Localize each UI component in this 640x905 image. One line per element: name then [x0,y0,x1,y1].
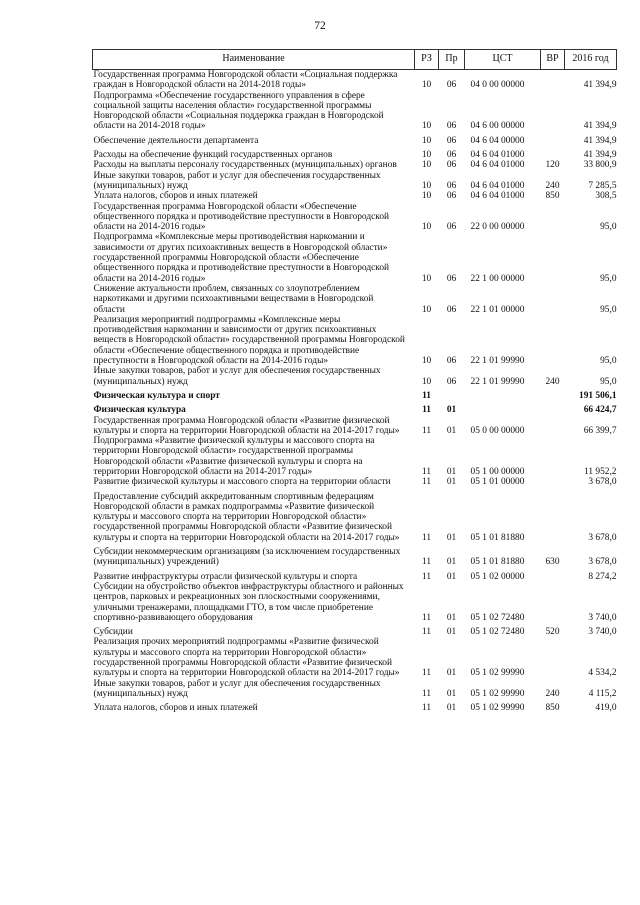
row-cst: 05 1 02 99990 [470,703,525,714]
table-row [93,637,617,678]
row-cst: 22 1 01 99990 [470,376,525,387]
row-name: Уплата налогов, сборов и иных платежей [93,703,258,714]
row-amount: 41 394,9 [583,150,617,161]
row-rz: 11 [421,703,432,714]
row-name: Реализация мероприятий подпрограммы «Комплексные меры противодействия наркомании и зависимости от других психоактивных веществ в Новгородской области» государственной программы Новгородской области «Обеспечение общественного порядка и противодействие преступности в Новгородской области на 2014-2016 годы» [93,314,405,367]
row-name: Подпрограмма «Комплексные меры противодействия наркомании и зависимости от других психоактивных веществ в Новгородской области» государственной программы Новгородской области «Обеспечение общественного порядка и противодействие преступности в Новгородской области на 2014-2016 годы» [93,232,390,284]
row-rz: 11 [421,612,432,623]
row-name: Физическая культура [93,405,186,416]
row-name: Расходы на обеспечение функций государственных органов [93,150,333,161]
table-row [93,623,617,637]
row-amount: 419,0 [595,703,617,714]
row-pr: 06 [446,121,457,132]
row-name: Развитие физической культуры и массового спорта на территории области [93,477,391,488]
row-vr [541,416,565,437]
row-amount: 3 678,0 [588,532,617,543]
row-cst: 22 1 00 00000 [470,273,525,284]
table-row [93,401,617,415]
row-rz: 11 [422,390,431,401]
row-amount: 3 678,0 [588,557,617,568]
row-cst: 05 1 02 99990 [470,668,525,679]
row-amount: 41 394,9 [583,135,617,146]
row-pr: 06 [446,150,457,161]
row-name: Иные закупки товаров, работ и услуг для обеспечения государственных (муниципальных) нужд [93,170,381,191]
table-row [93,436,617,477]
row-cst: 05 1 02 00000 [470,571,525,582]
table-row [93,202,617,233]
row-pr: 06 [446,80,457,91]
row-vr: 850 [545,191,560,202]
table-row [93,232,617,283]
row-cst: 04 6 00 00000 [470,121,525,132]
row-rz: 10 [421,121,432,132]
table-body [93,70,617,714]
header-cst: ЦСТ [465,50,541,70]
row-rz: 11 [421,627,432,638]
row-cst: 05 1 01 81880 [470,532,525,543]
row-pr: 06 [446,191,457,202]
row-amount: 7 285,5 [588,180,617,191]
row-amount: 191 506,1 [579,390,617,401]
row-name: Подпрограмма «Развитие физической культуры и массового спорта на территории Новгородской области» государственной программы Новгородской области «Развитие физической культуры и спорта на территории Новгородской области на 2014-2017 годы» [93,436,375,477]
row-amount: 95,0 [600,356,617,367]
row-pr: 01 [446,557,457,568]
row-vr [541,202,565,233]
row-amount: 66 424,7 [583,405,617,416]
row-pr: 01 [446,477,457,488]
header-pr: Пр [439,50,465,70]
row-vr [541,132,565,146]
row-rz: 11 [421,557,432,568]
row-amount: 8 274,2 [588,571,617,582]
row-rz: 11 [421,466,432,477]
row-cst [465,387,541,401]
row-rz: 11 [421,477,432,488]
row-cst [465,401,541,415]
row-amount: 41 394,9 [583,121,617,132]
row-rz: 10 [421,191,432,202]
row-name: Предоставление субсидий аккредитованным спортивным федерациям Новгородской области в рамках подпрограммы «Развитие физической культуры и массового спорта на территории Новгородской области» государственной программы Новгородской области «Развитие физической культуры и спорта на территории Новгородской области на 2014-2017 годы» [93,491,400,543]
budget-table [92,49,617,714]
row-pr: 01 [446,466,457,477]
row-pr [439,387,465,401]
row-cst: 04 6 04 01000 [470,160,525,171]
row-cst: 04 6 04 01000 [470,180,525,191]
row-pr: 01 [446,688,457,699]
header-vr: ВР [541,50,565,70]
row-amount: 41 394,9 [583,80,617,91]
row-vr: 240 [545,688,560,699]
row-vr: 240 [545,376,560,387]
row-cst: 05 1 02 72480 [470,612,525,623]
row-amount: 95,0 [600,304,617,315]
row-rz: 10 [421,273,432,284]
row-amount: 33 800,9 [583,160,617,171]
table-row [93,132,617,146]
page-number: 72 [314,20,326,32]
table-row [93,191,617,201]
row-name: Уплата налогов, сборов и иных платежей [93,191,258,202]
row-pr: 01 [446,571,457,582]
row-pr: 06 [446,356,457,367]
row-amount: 66 399,7 [583,425,617,436]
row-amount: 308,5 [595,191,617,202]
table-row [93,315,617,366]
row-name: Иные закупки товаров, работ и услуг для обеспечения государственных (муниципальных) нужд [93,366,381,387]
row-cst: 04 6 04 01000 [470,191,525,202]
row-rz: 10 [421,304,432,315]
row-cst: 05 1 02 99990 [470,688,525,699]
row-cst: 04 6 04 00000 [470,135,525,146]
header-rz: РЗ [415,50,439,70]
table-row [93,91,617,132]
table-row [93,582,617,623]
table-row [93,387,617,401]
row-amount: 3 678,0 [588,477,617,488]
row-name: Обеспечение деятельности департамента [93,135,259,146]
row-vr [541,387,565,401]
row-vr [541,315,565,366]
row-name: Развитие инфраструктуры отрасли физической культуры и спорта [93,571,358,582]
row-amount: 95,0 [600,376,617,387]
row-vr [541,401,565,415]
row-pr: 06 [446,273,457,284]
row-rz: 10 [421,80,432,91]
row-pr: 06 [446,160,457,171]
row-name: Физическая культура и спорт [93,390,220,401]
row-vr: 850 [545,703,560,714]
table-row [93,543,617,568]
row-pr: 01 [446,532,457,543]
table-header-row [93,50,617,70]
row-cst: 05 1 01 00000 [470,477,525,488]
row-rz: 10 [421,135,432,146]
row-name: Субсидии [93,627,133,638]
row-name: Подпрограмма «Обеспечение государственного управления в сфере социальной защиты населения области» государственной программы Новгородской области «Социальная поддержка граждан в Новгородской области на 2014-2018 годы» [93,90,384,132]
row-vr [541,582,565,623]
row-cst: 05 1 00 00000 [470,466,525,477]
row-vr [541,91,565,132]
row-pr: 01 [446,703,457,714]
row-vr: 240 [545,180,560,191]
table-row [93,477,617,487]
row-name: Расходы на выплаты персоналу государственных (муниципальных) органов [93,160,397,171]
table-row [93,699,617,713]
row-name: Государственная программа Новгородской области «Обеспечение общественного порядка и противодействие преступности в Новгородской области на 2014-2016 годы» [93,201,390,233]
row-cst: 22 0 00 00000 [470,222,525,233]
table-row [93,568,617,582]
row-rz: 11 [421,571,432,582]
row-amount: 11 952,2 [584,466,617,477]
row-amount: 4 115,2 [588,688,617,699]
table-row [93,160,617,170]
table-row [93,284,617,315]
row-cst: 05 1 01 81880 [470,557,525,568]
row-name: Государственная программа Новгородской области «Социальная поддержка граждан в Новгородской области на 2014-2018 годы» [93,70,398,91]
row-rz: 10 [421,160,432,171]
row-amount: 3 740,0 [588,627,617,638]
row-pr: 06 [446,135,457,146]
row-pr: 06 [446,304,457,315]
row-rz: 10 [421,150,432,161]
row-amount: 4 534,2 [588,668,617,679]
row-name: Государственная программа Новгородской области «Развитие физической культуры и спорта на территории Новгородской области на 2014-2017 годы» [93,415,400,436]
row-cst: 05 0 00 00000 [470,425,525,436]
table-row [93,146,617,160]
header-name: Наименование [93,50,415,70]
row-name: Субсидии некоммерческим организациям (за исключением государственных (муниципальных) учреждений) [93,547,401,568]
row-pr: 01 [446,627,457,638]
row-pr: 01 [446,668,457,679]
table-row [93,171,617,192]
row-rz: 11 [421,688,432,699]
row-cst: 05 1 02 72480 [470,627,525,638]
row-vr [541,70,565,91]
row-vr: 120 [545,160,560,171]
table-row [93,70,617,91]
row-vr [541,488,565,543]
row-rz: 11 [422,405,431,416]
row-amount: 95,0 [600,222,617,233]
row-vr: 520 [545,627,560,638]
row-vr [541,568,565,582]
row-vr [541,436,565,477]
table-row [93,679,617,700]
row-pr: 01 [446,425,457,436]
table-row [93,416,617,437]
row-pr: 06 [446,222,457,233]
row-pr: 01 [446,612,457,623]
header-year: 2016 год [565,50,617,70]
row-name: Иные закупки товаров, работ и услуг для обеспечения государственных (муниципальных) нужд [93,678,381,699]
row-vr: 630 [545,557,560,568]
row-vr [541,637,565,678]
row-cst: 04 0 00 00000 [470,80,525,91]
row-cst: 22 1 01 00000 [470,304,525,315]
row-rz: 10 [421,180,432,191]
table-row [93,366,617,387]
row-rz: 11 [421,532,432,543]
row-rz: 10 [421,376,432,387]
row-rz: 10 [421,222,432,233]
row-pr: 06 [446,180,457,191]
row-amount: 95,0 [600,273,617,284]
row-pr: 01 [446,405,457,416]
row-amount: 3 740,0 [588,612,617,623]
row-vr [541,232,565,283]
row-vr [541,146,565,160]
row-cst: 04 6 04 01000 [470,150,525,161]
row-rz: 10 [421,356,432,367]
row-cst: 22 1 01 99990 [470,356,525,367]
row-vr [541,477,565,487]
table-row [93,488,617,543]
row-vr [541,284,565,315]
row-name: Снижение актуальности проблем, связанных со злоупотреблением наркотиками и другими психоактивными веществами в Новгородской области [93,283,374,315]
row-name: Реализация прочих мероприятий подпрограммы «Развитие физической культуры и массового спорта на территории Новгородской области» государственной программы Новгородской области «Развитие физической культуры и спорта на территории Новгородской области на 2014-2017 годы» [93,637,400,679]
row-rz: 11 [421,425,432,436]
row-rz: 11 [421,668,432,679]
row-name: Субсидии на обустройство объектов инфраструктуры областного и районных центров, парковых и рекреационных зон плоскостными сооружениями, уличными тренажерами, площадками ГТО, в том числе приобретение спортивно-развивающего оборудования [93,581,404,623]
row-pr: 06 [446,376,457,387]
